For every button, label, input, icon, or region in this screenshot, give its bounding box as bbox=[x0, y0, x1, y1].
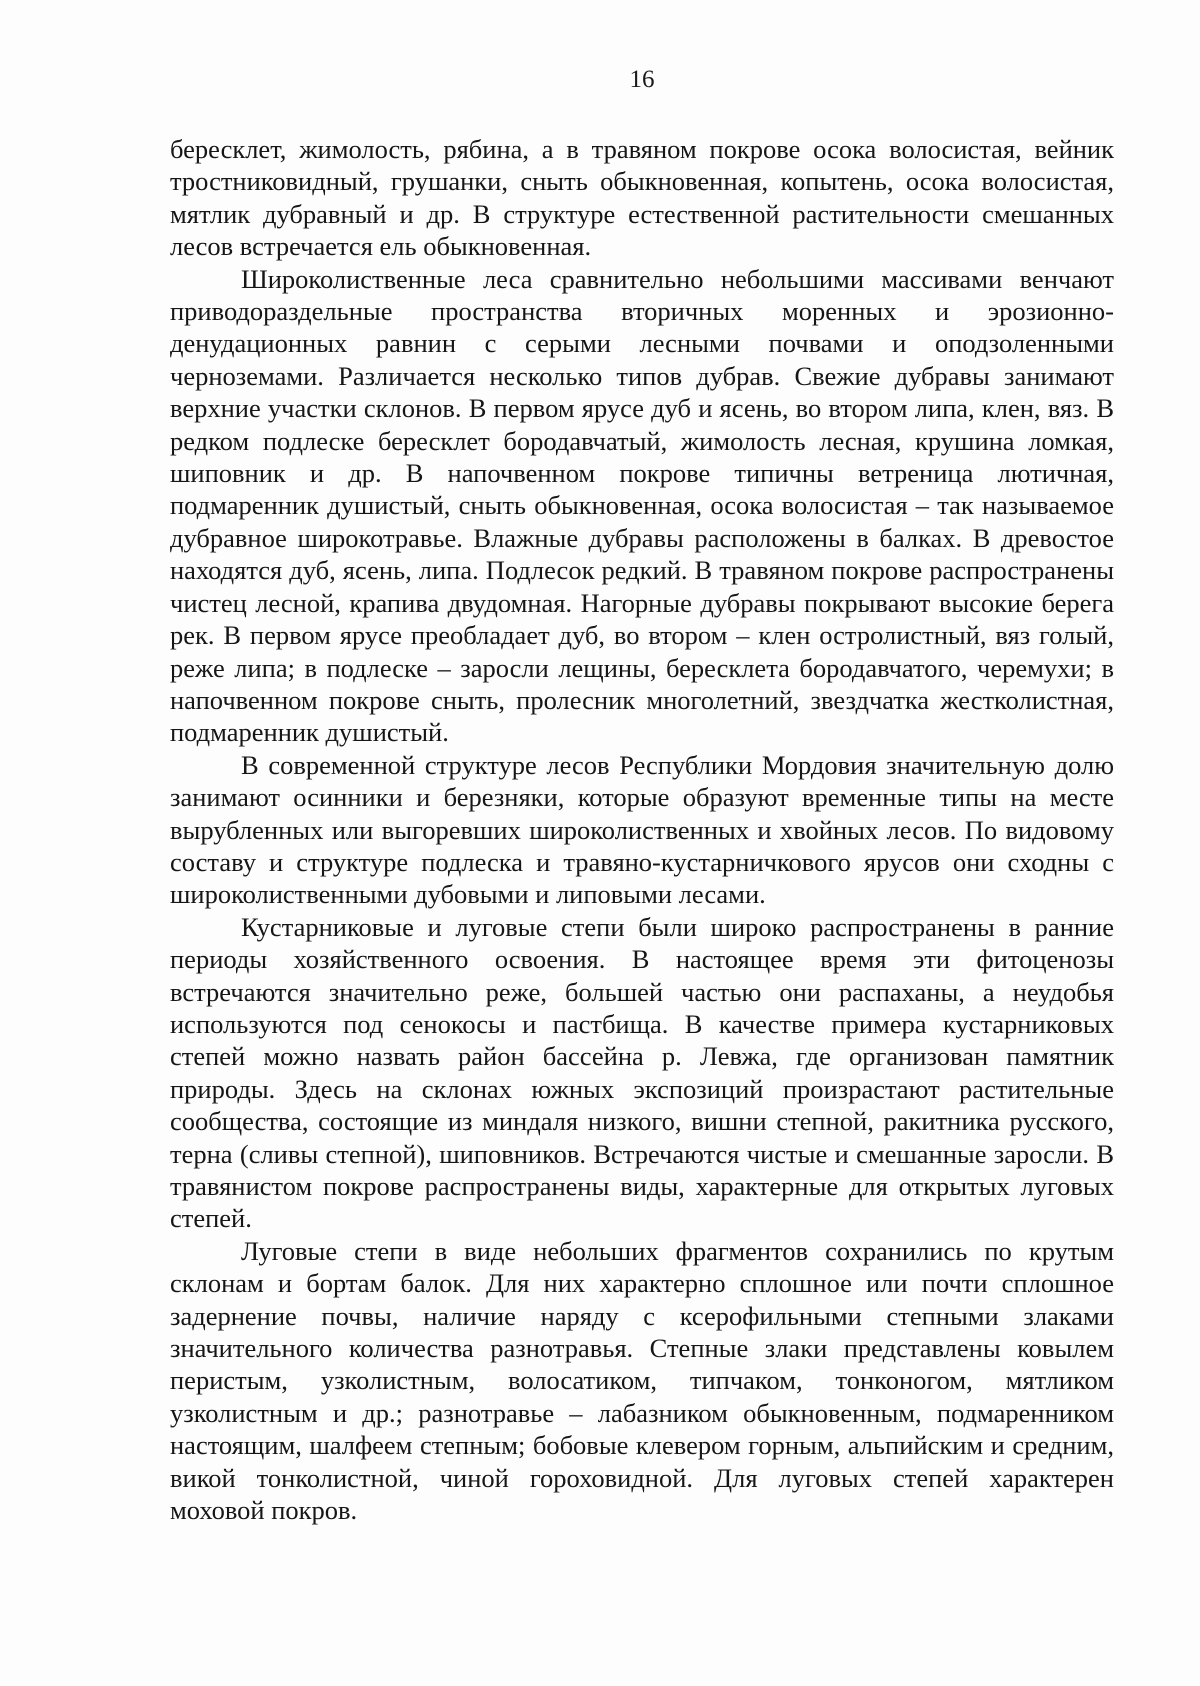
paragraph-meadow-steppes: Луговые степи в виде небольших фрагментов сохранились по крутым склонам и бортам балок. Для них характерно сплошное или почти сплошное задернение почвы, наличие наряду с ксерофильными степными злаками значительного количества разнотравья. Степные злаки представлены ковылем перистым, узколистным, волосатиком, типчаком, тонконогом, мятликом узколистным и др.; разнотравье – лабазником обыкновенным, подмаренником настоящим, шалфеем степным; бобовые клевером горным, альпийским и средним, викой тонколистной, чиной гороховидной. Для луговых степей характерен моховой покров. bbox=[170, 1235, 1114, 1526]
page-number: 16 bbox=[629, 66, 655, 93]
body-text bbox=[170, 133, 1114, 1526]
paragraph-continued: бересклет, жимолость, рябина, а в травяном покрове осока волосистая, вейник тростниковидный, грушанки, сныть обыкновенная, копытень, осока волосистая, мятлик дубравный и др. В структуре естественной растительности смешанных лесов встречается ель обыкновенная. bbox=[170, 134, 1114, 262]
paragraph-aspen-birch-forests: В современной структуре лесов Республики Мордовия значительную долю занимают осинники и березняки, которые образуют временные типы на месте вырубленных или выгоревших широколиственных и хвойных лесов. По видовому составу и структуре подлеска и травяно-кустарничкового ярусов они сходны с широколиственными дубовыми и липовыми лесами. bbox=[170, 749, 1114, 910]
paragraph-shrub-steppes: Кустарниковые и луговые степи были широко распространены в ранние периоды хозяйственного освоения. В настоящее время эти фитоценозы встречаются значительно реже, большей частью они распаханы, а неудобья используются под сенокосы и пастбища. В качестве примера кустарниковых степей можно назвать район бассейна р. Левжа, где организован памятник природы. Здесь на склонах южных экспозиций произрастают растительные сообщества, состоящие из миндаля низкого, вишни степной, ракитника русского, терна (сливы степной), шиповников. Встречаются чистые и смешанные заросли. В травянистом покрове распространены виды, характерные для открытых луговых степей. bbox=[170, 911, 1114, 1234]
paragraph-broadleaf-forests: Широколиственные леса сравнительно небольшими массивами венчают приводораздельные пространства вторичных моренных и эрозионно-денудационных равнин с серыми лесными почвами и оподзоленными черноземами. Различается несколько типов дубрав. Свежие дубравы занимают верхние участки склонов. В первом ярусе дуб и ясень, во втором липа, клен, вяз. В редком подлеске бересклет бородавчатый, жимолость лесная, крушина ломкая, шиповник и др. В напочвенном покрове типичны ветреница лютичная, подмаренник душистый, сныть обыкновенная, осока волосистая – так называемое дубравное широкотравье. Влажные дубравы расположены в балках. В древостое находятся дуб, ясень, липа. Подлесок редкий. В травяном покрове распространены чистец лесной, крапива двудомная. Нагорные дубравы покрывают высокие берега рек. В первом ярусе преобладает дуб, во втором – клен остролистный, вяз голый, реже липа; в подлеске – заросли лещины, бересклета бородавчатого, черемухи; в напочвенном покрове сныть, пролесник многолетний, звездчатка жестколистная, подмаренник душистый. bbox=[170, 263, 1114, 748]
